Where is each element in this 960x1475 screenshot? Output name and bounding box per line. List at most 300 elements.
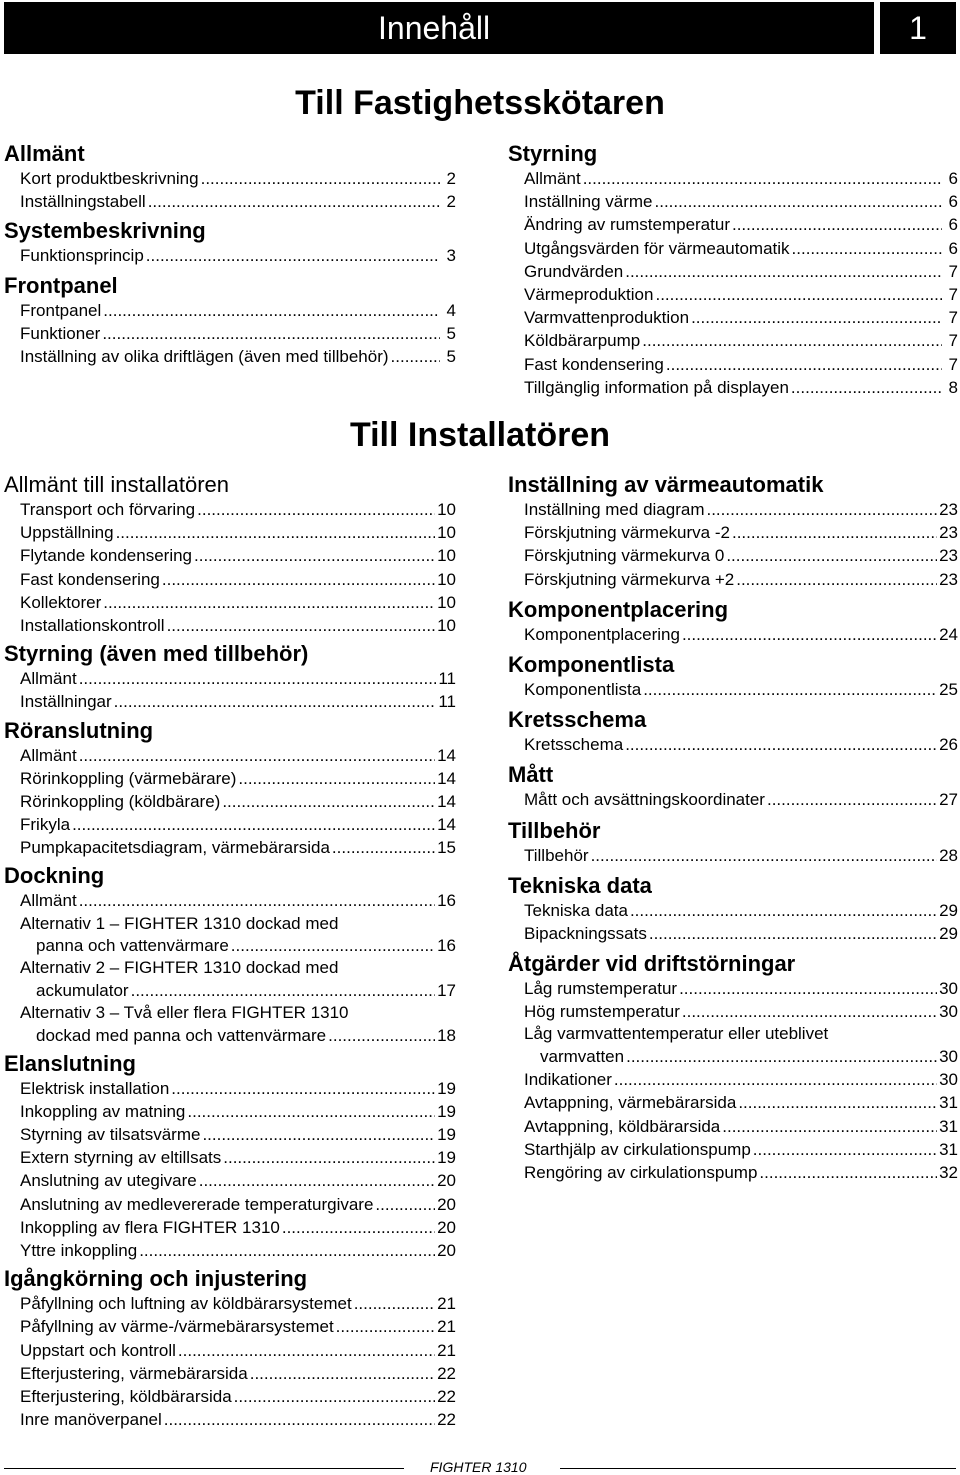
toc-entry-label: Extern styrning av eltillsats (20, 1148, 222, 1168)
toc-entry-label: Yttre inkoppling (20, 1241, 138, 1260)
dot-leader (114, 690, 437, 713)
toc-section (508, 141, 958, 399)
dot-leader (655, 283, 942, 306)
toc-column-right-bottom (508, 472, 958, 1184)
toc-entry-label: Förskjutning värmekurva 0 (524, 546, 725, 566)
toc-entry (508, 306, 958, 329)
dot-leader (231, 934, 435, 957)
toc-entry-label: Rörinkoppling (värmebärare) (20, 768, 237, 788)
toc-entry-page: 21 (437, 1340, 456, 1360)
toc-entry (508, 521, 958, 544)
toc-entry-page: 20 (437, 1241, 456, 1260)
toc-entry (4, 244, 456, 267)
toc-entry (4, 1100, 456, 1123)
toc-heading: Tillbehör (508, 817, 601, 843)
dot-leader (792, 237, 942, 260)
header-title: Innehåll (378, 10, 491, 46)
toc-column-left-bottom (4, 472, 456, 1431)
dot-leader (614, 1068, 937, 1091)
toc-entry-page: 10 (437, 615, 456, 635)
toc-entry-label: Grundvärden (524, 261, 624, 281)
dot-leader (391, 345, 440, 368)
toc-heading: Tekniska data (508, 872, 652, 898)
dot-leader (591, 844, 938, 867)
toc-heading: Mått (508, 762, 554, 788)
toc-section (508, 707, 958, 756)
toc-entry-page: 31 (939, 1139, 958, 1159)
toc-heading: Frontpanel (4, 272, 118, 298)
toc-entry-page: 11 (438, 669, 456, 689)
toc-entry (508, 329, 958, 352)
toc-entry (508, 376, 958, 399)
dot-leader (171, 1077, 435, 1100)
toc-entry-page: 6 (948, 169, 958, 188)
toc-entry (508, 1000, 958, 1023)
toc-entry (4, 544, 456, 567)
toc-entry-label: Starthjälp av cirkulationspump (524, 1139, 751, 1159)
page-number: 1 (880, 2, 956, 54)
toc-section (4, 141, 456, 213)
toc-entry-label: Allmänt (20, 669, 77, 689)
toc-entry-page: 21 (437, 1294, 456, 1314)
toc-entry (4, 767, 456, 790)
dot-leader (625, 260, 942, 283)
toc-entry (4, 614, 456, 637)
toc-section (508, 762, 958, 811)
toc-entry-page: 32 (939, 1162, 958, 1182)
toc-entry-label: Kollektorer (20, 592, 102, 612)
toc-heading: Allmänt till installatören (4, 472, 229, 497)
toc-entry-page: 25 (939, 679, 958, 699)
toc-entry-page: 18 (437, 1025, 456, 1045)
toc-entry (508, 237, 958, 260)
toc-entry-page: 5 (446, 346, 456, 366)
toc-entry-label: Inställning av olika driftlägen (även med tillbehör) (20, 346, 389, 366)
dot-leader (332, 836, 435, 859)
dot-leader (753, 1138, 937, 1161)
toc-entry-page: 31 (939, 1116, 958, 1136)
toc-entry (4, 1339, 456, 1362)
toc-entry-page: 7 (948, 284, 958, 304)
dot-leader (354, 1292, 435, 1315)
dot-leader (336, 1315, 435, 1338)
toc-section (508, 472, 958, 591)
toc-entry (508, 1045, 958, 1068)
toc-entry (508, 977, 958, 1000)
dot-leader (682, 623, 937, 646)
dot-leader (187, 1100, 435, 1123)
toc-entry-page: 20 (437, 1217, 456, 1237)
toc-entry-line: Alternativ 1 – FIGHTER 1310 dockad med (20, 913, 339, 933)
toc-entry-label: Förskjutning värmekurva +2 (524, 569, 735, 589)
toc-section (4, 718, 456, 860)
toc-entry-page: 2 (446, 169, 456, 188)
toc-entry-label: Uppstart och kontroll (20, 1340, 176, 1360)
toc-entry (4, 1123, 456, 1146)
toc-entry (4, 299, 456, 322)
toc-section (4, 472, 456, 637)
toc-entry-label: Kretsschema (524, 735, 624, 755)
toc-entry-page: 4 (446, 300, 456, 320)
toc-entry-page: 19 (437, 1078, 456, 1098)
toc-entry-page: 24 (939, 624, 958, 644)
toc-entry-label: Hög rumstemperatur (524, 1002, 680, 1022)
toc-entry-line: Alternativ 2 – FIGHTER 1310 dockad med (20, 958, 339, 978)
toc-heading: Allmänt (4, 141, 85, 166)
dot-leader (625, 733, 937, 756)
toc-entry (4, 591, 456, 614)
dot-leader (666, 353, 942, 376)
toc-entry-page: 30 (939, 1046, 958, 1066)
dot-leader (626, 1045, 937, 1068)
toc-entry-page: 11 (438, 692, 456, 712)
toc-entry-page: 22 (437, 1410, 456, 1430)
dot-leader (116, 521, 436, 544)
dot-leader (202, 1123, 435, 1146)
toc-entry-page: 10 (437, 500, 456, 519)
toc-entry-label: Elektrisk installation (20, 1078, 170, 1098)
toc-entry-page: 20 (437, 1194, 456, 1214)
toc-entry-page: 29 (939, 900, 958, 920)
dot-leader (103, 299, 440, 322)
toc-entry-page: 23 (939, 500, 958, 519)
toc-entry (508, 1091, 958, 1114)
toc-entry (4, 1146, 456, 1169)
toc-entry-page: 16 (437, 891, 456, 911)
toc-entry-page: 19 (437, 1148, 456, 1168)
dot-leader (691, 306, 942, 329)
toc-entry-label: Inställningar (20, 692, 112, 712)
toc-entry-label: Förskjutning värmekurva -2 (524, 523, 730, 543)
toc-entry-label: Inkoppling av matning (20, 1101, 186, 1121)
toc-entry-label: Uppställning (20, 523, 114, 543)
toc-entry (508, 1115, 958, 1138)
toc-entry (4, 836, 456, 859)
dot-leader (682, 1000, 937, 1023)
dot-leader (655, 190, 942, 213)
toc-entry (508, 353, 958, 376)
toc-entry (508, 190, 958, 213)
toc-entry-label: Frontpanel (20, 300, 102, 320)
dot-leader (131, 979, 435, 1002)
toc-entry-page: 14 (437, 745, 456, 765)
toc-entry-page: 22 (437, 1386, 456, 1406)
toc-entry-label: Installationskontroll (20, 615, 165, 635)
dot-leader (736, 568, 937, 591)
toc-entry-label: Köldbärarpump (524, 331, 641, 351)
toc-entry (4, 1362, 456, 1385)
toc-entry-label: Mått och avsättningskoordinater (524, 790, 765, 810)
toc-entry (508, 544, 958, 567)
dot-leader (164, 1408, 435, 1431)
toc-heading: Åtgärder vid driftstörningar (508, 951, 796, 977)
toc-entry (4, 322, 456, 345)
toc-entry-label: Varmvattenproduktion (524, 308, 690, 328)
toc-entry (4, 1385, 456, 1408)
dot-leader (162, 568, 435, 591)
toc-entry-page: 7 (948, 308, 958, 328)
dot-leader (201, 167, 440, 190)
toc-entry (4, 1239, 456, 1262)
toc-entry-page: 28 (939, 845, 958, 865)
toc-entry-label: Inre manöverpanel (20, 1410, 162, 1430)
dot-leader (726, 544, 937, 567)
toc-heading: Komponentplacering (508, 596, 729, 622)
toc-entry-label: Fast kondensering (20, 569, 160, 589)
toc-entry (508, 899, 958, 922)
dot-leader (139, 1239, 435, 1262)
dot-leader (250, 1362, 435, 1385)
toc-entry (4, 521, 456, 544)
toc-entry-label: Komponentplacering (524, 624, 680, 644)
toc-entry-label: Inställning med diagram (524, 500, 705, 519)
toc-entry-label: Anslutning av medlevererade temperaturgivare (20, 1194, 374, 1214)
toc-entry-label: Pumpkapacitetsdiagram, värmebärarsida (20, 838, 330, 858)
toc-entry-label: Anslutning av utegivare (20, 1171, 197, 1191)
dot-leader (767, 788, 937, 811)
dot-leader (194, 544, 435, 567)
dot-leader (103, 591, 435, 614)
toc-entry-label: Fast kondensering (524, 354, 664, 374)
toc-entry (4, 1216, 456, 1239)
toc-entry-page: 14 (437, 768, 456, 788)
toc-entry-page: 15 (437, 838, 456, 858)
toc-heading: Inställning av värmeautomatik (508, 472, 824, 497)
dot-leader (79, 744, 435, 767)
toc-entry-page: 27 (939, 790, 958, 810)
toc-entry-page: 6 (948, 192, 958, 212)
toc-entry-label: Styrning av tilsatsvärme (20, 1125, 201, 1145)
toc-entry-label: Tillgänglig information på displayen (524, 377, 789, 397)
toc-section (4, 1051, 456, 1263)
toc-heading: Systembeskrivning (4, 218, 206, 244)
dot-leader (375, 1193, 435, 1216)
toc-entry (4, 889, 456, 912)
toc-entry-label: Transport och förvaring (20, 500, 196, 519)
toc-entry (4, 813, 456, 836)
toc-entry-page: 17 (437, 980, 456, 1000)
toc-entry (4, 190, 456, 213)
toc-section (508, 873, 958, 945)
page-header (4, 2, 874, 54)
toc-entry (508, 733, 958, 756)
toc-heading: Kretsschema (508, 707, 647, 733)
toc-entry (508, 213, 958, 236)
toc-entry-label: Tillbehör (524, 845, 589, 865)
toc-entry-label: Påfyllning av värme-/värmebärarsystemet (20, 1317, 334, 1337)
toc-entry-label: Rengöring av cirkulationspump (524, 1162, 758, 1182)
toc-entry-page: 23 (939, 569, 958, 589)
toc-entry (4, 744, 456, 767)
toc-entry-label: Inställning värme (524, 192, 653, 212)
toc-heading: Styrning (508, 141, 598, 166)
dot-leader (583, 167, 942, 190)
toc-entry-page: 30 (939, 1070, 958, 1090)
toc-entry-label: Komponentlista (524, 679, 642, 699)
dot-leader (234, 1385, 435, 1408)
toc-entry-page: 7 (948, 354, 958, 374)
toc-section (4, 863, 456, 1046)
toc-heading: Igångkörning och injustering (4, 1266, 308, 1292)
dot-leader (238, 767, 435, 790)
toc-entry (4, 1292, 456, 1315)
dot-leader (223, 1146, 435, 1169)
toc-entry (508, 1161, 958, 1184)
toc-section (4, 1266, 456, 1431)
toc-entry-page: 30 (939, 979, 958, 999)
toc-entry-label: Bipackningssats (524, 923, 647, 943)
toc-entry-page: 2 (446, 192, 456, 212)
toc-entry-page: 5 (446, 323, 456, 343)
toc-entry-label: Allmänt (20, 891, 77, 911)
toc-section (508, 652, 958, 701)
toc-entry (4, 1193, 456, 1216)
toc-entry-label: Inkoppling av flera FIGHTER 1310 (20, 1217, 280, 1237)
toc-entry-label: Indikationer (524, 1070, 612, 1090)
toc-entry-page: 23 (939, 523, 958, 543)
dot-leader (197, 498, 435, 521)
toc-entry-label: varmvatten (540, 1046, 625, 1066)
toc-entry-page: 14 (437, 791, 456, 811)
toc-entry (508, 498, 958, 521)
toc-entry-page: 30 (939, 1002, 958, 1022)
toc-entry (4, 568, 456, 591)
toc-heading: Röranslutning (4, 717, 154, 743)
section-title-fastighetsskotaren: Till Fastighetsskötaren (295, 84, 665, 122)
toc-entry-label: Kort produktbeskrivning (20, 169, 199, 188)
toc-entry-label: dockad med panna och vattenvärmare (36, 1025, 327, 1045)
toc-entry-page: 20 (437, 1171, 456, 1191)
toc-entry-page: 23 (939, 546, 958, 566)
toc-entry-page: 26 (939, 735, 958, 755)
toc-entry (508, 283, 958, 306)
dot-leader (102, 322, 440, 345)
toc-entry-page: 10 (437, 523, 456, 543)
toc-entry (508, 260, 958, 283)
toc-entry-page: 8 (948, 377, 958, 397)
toc-entry-page: 19 (437, 1125, 456, 1145)
dot-leader (222, 790, 435, 813)
dot-leader (738, 1091, 937, 1114)
dot-leader (732, 521, 937, 544)
toc-entry (4, 667, 456, 690)
dot-leader (722, 1115, 937, 1138)
toc-section (4, 273, 456, 369)
toc-entry (4, 934, 456, 957)
dot-leader (79, 667, 437, 690)
toc-entry (4, 167, 456, 190)
toc-entry-line: Alternativ 3 – Två eller flera FIGHTER 1310 (20, 1003, 349, 1022)
toc-entry-label: panna och vattenvärmare (36, 936, 229, 956)
toc-entry-page: 19 (437, 1101, 456, 1121)
toc-entry (4, 690, 456, 713)
toc-entry (508, 1068, 958, 1091)
toc-entry (4, 345, 456, 368)
toc-entry-page: 29 (939, 923, 958, 943)
toc-entry-page: 14 (437, 815, 456, 835)
toc-entry (4, 790, 456, 813)
dot-leader (282, 1216, 435, 1239)
toc-entry (4, 979, 456, 1002)
section-title-installatoren: Till Installatören (349, 416, 611, 454)
toc-entry-label: Efterjustering, värmebärarsida (20, 1363, 248, 1383)
toc-heading: Dockning (4, 863, 105, 889)
dot-leader (630, 899, 937, 922)
toc-entry-label: Frikyla (20, 815, 71, 835)
toc-entry-label: Utgångsvärden för värmeautomatik (524, 238, 790, 258)
toc-entry-label: Allmänt (20, 745, 77, 765)
toc-entry (4, 1315, 456, 1338)
toc-entry-page: 22 (437, 1363, 456, 1383)
dot-leader (178, 1339, 435, 1362)
toc-entry-page: 6 (948, 238, 958, 258)
toc-entry-page: 3 (446, 246, 456, 266)
dot-leader (642, 329, 942, 352)
toc-entry-page: 6 (948, 215, 958, 235)
toc-entry (4, 1408, 456, 1431)
toc-entry-label: Rörinkoppling (köldbärare) (20, 791, 221, 811)
dot-leader (759, 1161, 937, 1184)
toc-entry-label: Avtappning, värmebärarsida (524, 1093, 737, 1113)
toc-entry-page: 21 (437, 1317, 456, 1337)
toc-entry-page: 16 (437, 936, 456, 956)
footer-text: FIGHTER 1310 (430, 1459, 527, 1475)
toc-entry-page: 10 (437, 546, 456, 566)
dot-leader (199, 1169, 435, 1192)
toc-entry-label: Flytande kondensering (20, 546, 193, 566)
toc-entry (508, 167, 958, 190)
toc-entry-label: Ändring av rumstemperatur (524, 215, 730, 235)
toc-entry-label: Värmeproduktion (524, 284, 654, 304)
toc-entry (508, 922, 958, 945)
toc-heading: Styrning (även med tillbehör) (4, 641, 309, 667)
dot-leader (791, 376, 942, 399)
toc-entry-label: Funktionsprincip (20, 246, 144, 266)
toc-entry-label: Inställningstabell (20, 192, 146, 212)
toc-heading: Komponentlista (508, 651, 675, 677)
dot-leader (79, 889, 435, 912)
toc-entry-line: Låg varmvattentemperatur eller uteblivet (524, 1024, 829, 1044)
toc-entry (508, 568, 958, 591)
toc-heading: Elanslutning (4, 1050, 136, 1076)
toc-entry (4, 1024, 456, 1047)
toc-entry-label: Funktioner (20, 323, 101, 343)
dot-leader (72, 813, 435, 836)
toc-entry-page: 31 (939, 1093, 958, 1113)
toc-entry-page: 7 (948, 261, 958, 281)
dot-leader (679, 977, 937, 1000)
toc-entry-label: ackumulator (36, 980, 129, 1000)
toc-entry (508, 623, 958, 646)
footer-rule-left (4, 1468, 404, 1469)
page-footer (0, 1460, 960, 1474)
toc-entry-label: Tekniska data (524, 900, 628, 920)
toc-entry-label: Låg rumstemperatur (524, 979, 678, 999)
dot-leader (706, 498, 937, 521)
dot-leader (643, 678, 937, 701)
toc-entry (4, 498, 456, 521)
toc-entry (4, 1077, 456, 1100)
toc-section (508, 597, 958, 646)
toc-entry (508, 844, 958, 867)
toc-entry-page: 10 (437, 569, 456, 589)
dot-leader (167, 614, 436, 637)
toc-entry (508, 788, 958, 811)
dot-leader (146, 244, 440, 267)
dot-leader (148, 190, 440, 213)
toc-entry-page: 7 (948, 331, 958, 351)
toc-entry-page: 10 (437, 592, 456, 612)
